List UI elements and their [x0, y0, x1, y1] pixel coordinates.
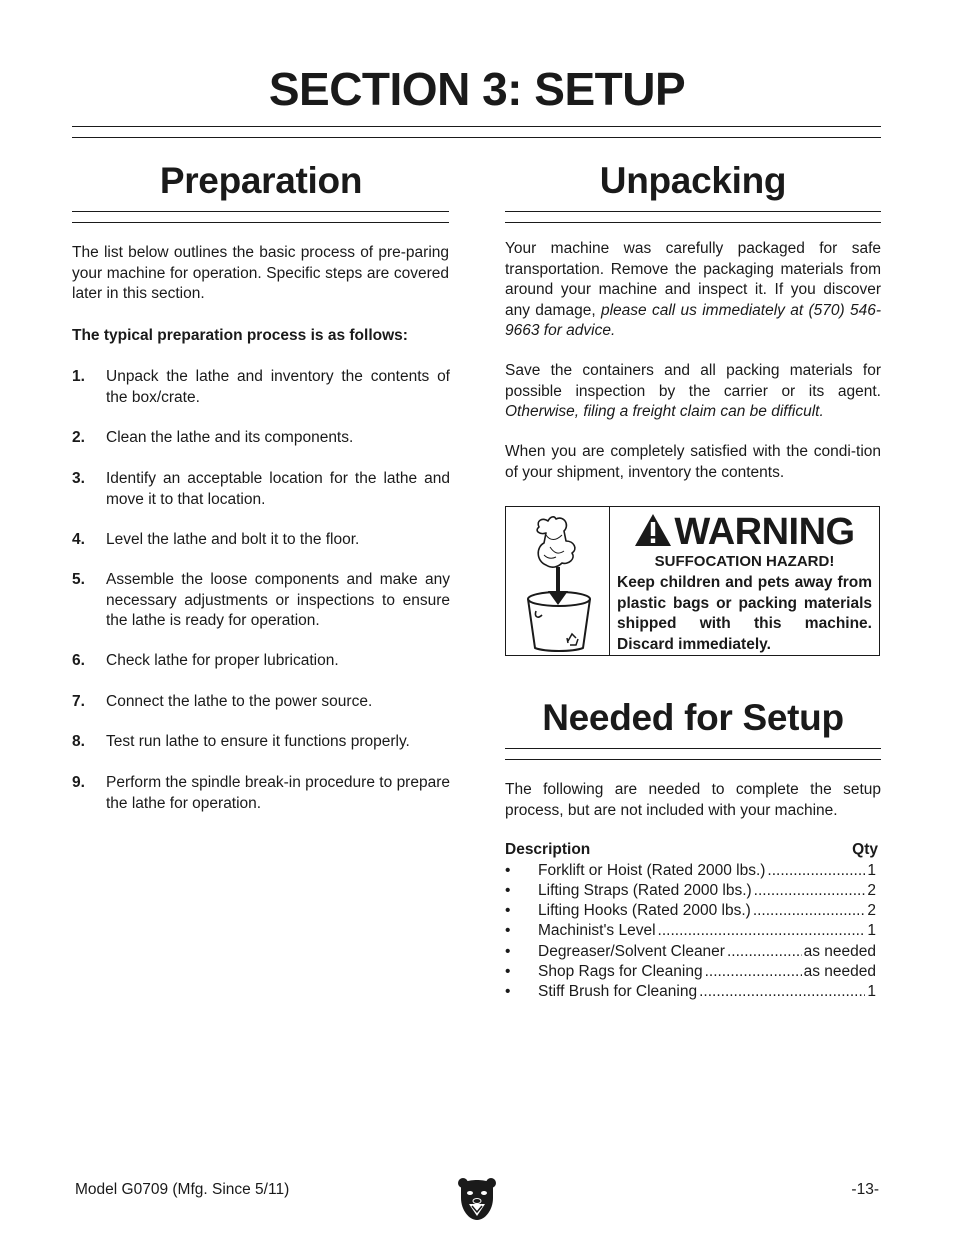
- footer-page-number: -13-: [851, 1181, 879, 1198]
- preparation-step: [72, 692, 450, 713]
- step-number: 4.: [72, 531, 85, 548]
- item-qty: 1: [867, 862, 876, 879]
- unpacking-paragraph-2: [505, 361, 881, 423]
- title-rule-bottom: [72, 137, 881, 138]
- step-number: 7.: [72, 693, 85, 710]
- needed-rule-bottom: [505, 759, 881, 760]
- parts-list-header: [505, 841, 878, 859]
- preparation-step: [72, 428, 450, 449]
- preparation-step: [72, 367, 450, 408]
- step-number: 9.: [72, 774, 85, 791]
- preparation-intro: The list below outlines the basic process of pre-paring your machine for operation. Specific steps are covered later in this section.: [72, 244, 449, 302]
- item-name: Forklift or Hoist (Rated 2000 lbs.): [538, 862, 766, 879]
- step-text: Perform the spindle break-in procedure to prepare the lathe for operation.: [106, 774, 450, 812]
- unpacking-paragraph-1-text: Your machine was carefully packaged for safe transportation. Remove the packaging materials from around your machine and inspect it. If you discover any damage,: [505, 240, 881, 319]
- bullet: •: [505, 922, 511, 939]
- description-header: Description: [505, 841, 591, 858]
- item-qty: as needed: [803, 943, 876, 960]
- warning-title-text: WARNING: [674, 511, 855, 553]
- preparation-step: [72, 732, 450, 753]
- preparation-step: [72, 469, 450, 510]
- bullet: •: [505, 862, 511, 879]
- step-text: Connect the lathe to the power source.: [106, 693, 373, 710]
- needed-for-setup-intro: The following are needed to complete the setup process, but are not included with your machine.: [505, 781, 881, 819]
- dot-leader: [753, 901, 866, 921]
- step-text: Check lathe for proper lubrication.: [106, 652, 339, 669]
- bullet: •: [505, 943, 511, 960]
- preparation-rule-top: [72, 211, 449, 212]
- step-number: 5.: [72, 571, 85, 588]
- title-rule-top: [72, 126, 881, 127]
- unpacking-paragraph-3: When you are completely satisfied with the condi-tion of your shipment, inventory the contents.: [505, 443, 881, 481]
- unpacking-rule-top: [505, 211, 881, 212]
- dot-leader: [699, 982, 865, 1002]
- needed-for-setup-heading: Needed for Setup: [542, 697, 844, 738]
- step-number: 6.: [72, 652, 85, 669]
- warning-title: [610, 509, 879, 558]
- step-number: 1.: [72, 368, 85, 385]
- preparation-step: [72, 651, 450, 672]
- needed-rule-top: [505, 748, 881, 749]
- preparation-step: [72, 530, 450, 551]
- item-qty: 1: [867, 922, 876, 939]
- item-qty: 2: [867, 902, 876, 919]
- unpacking-paragraph-2-text: Save the containers and all packing materials for possible inspection by the carrier or its agent.: [505, 362, 881, 400]
- warning-text-cell: [610, 507, 879, 655]
- step-text: Level the lathe and bolt it to the floor.: [106, 531, 360, 548]
- warning-box: [505, 506, 880, 656]
- unpacking-paragraph-1: [505, 239, 881, 342]
- preparation-step: [72, 773, 450, 814]
- item-name: Degreaser/Solvent Cleaner: [538, 943, 725, 960]
- item-name: Stiff Brush for Cleaning: [538, 983, 698, 1000]
- step-text: Test run lathe to ensure it functions properly.: [106, 733, 410, 750]
- discard-plastic-bag-icon: [506, 507, 609, 655]
- unpacking-paragraph-2-italic: Otherwise, filing a freight claim can be difficult.: [505, 403, 824, 420]
- preparation-rule-bottom: [72, 222, 449, 223]
- warning-subtitle: SUFFOCATION HAZARD!: [654, 553, 835, 570]
- bullet: •: [505, 882, 511, 899]
- item-name: Lifting Hooks (Rated 2000 lbs.): [538, 902, 751, 919]
- warning-triangle-icon: [634, 512, 672, 558]
- item-qty: 1: [867, 983, 876, 1000]
- item-name: Machinist's Level: [538, 922, 656, 939]
- step-text: Clean the lathe and its components.: [106, 429, 354, 446]
- item-qty: as needed: [803, 963, 876, 980]
- item-qty: 2: [867, 882, 876, 899]
- step-number: 3.: [72, 470, 85, 487]
- preparation-process-label: The typical preparation process is as follows:: [72, 327, 408, 344]
- bullet: •: [505, 983, 511, 1000]
- bear-head-logo: [457, 1176, 497, 1222]
- dot-leader: [727, 942, 802, 962]
- step-number: 2.: [72, 429, 85, 446]
- step-text: Identify an acceptable location for the lathe and move it to that location.: [106, 470, 450, 508]
- bullet: •: [505, 963, 511, 980]
- unpacking-heading: Unpacking: [599, 160, 787, 201]
- dot-leader: [658, 921, 866, 941]
- bullet: •: [505, 902, 511, 919]
- preparation-heading: Preparation: [159, 160, 363, 201]
- warning-body: Keep children and pets away from plastic bags or packing materials shipped with this machine. Discard immediately.: [617, 574, 872, 653]
- warning-icon-cell: [506, 507, 610, 655]
- qty-header: Qty: [852, 841, 878, 858]
- unpacking-rule-bottom: [505, 222, 881, 223]
- preparation-step: [72, 570, 450, 632]
- dot-leader: [767, 861, 865, 881]
- dot-leader: [705, 962, 802, 982]
- dot-leader: [754, 881, 866, 901]
- item-name: Shop Rags for Cleaning: [538, 963, 703, 980]
- unpacking-paragraph-1-italic: please call us immediately at (570) 546-9663 for advice.: [505, 301, 882, 339]
- step-text: Unpack the lathe and inventory the contents of the box/crate.: [106, 368, 450, 406]
- footer-model: Model G0709 (Mfg. Since 5/11): [75, 1181, 290, 1198]
- section-title: SECTION 3: SETUP: [268, 63, 686, 115]
- step-text: Assemble the loose components and make any necessary adjustments or inspections to ensure the lathe is ready for operation.: [106, 571, 450, 629]
- item-name: Lifting Straps (Rated 2000 lbs.): [538, 882, 752, 899]
- step-number: 8.: [72, 733, 85, 750]
